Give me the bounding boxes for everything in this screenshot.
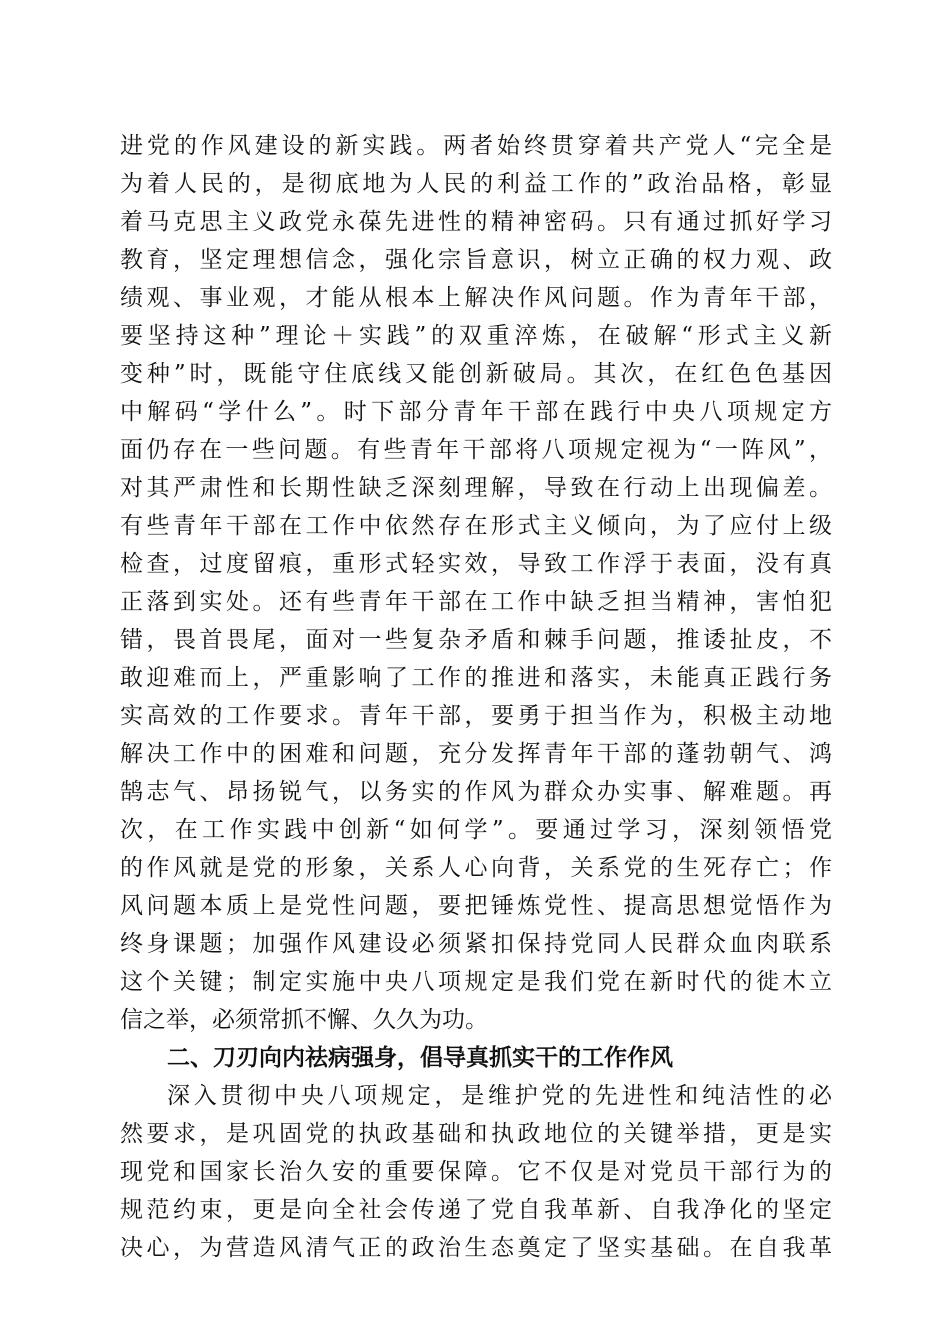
paragraph-1-line-11: 有些青年干部在工作中依然存在形式主义倾向，为了应付上级 xyxy=(120,513,832,539)
paragraph-1-line-6: 要坚持这种”理论＋实践”的双重淬炼，在破解“形式主义新 xyxy=(120,323,832,349)
paragraph-1-line-19: 次，在工作实践中创新“如何学”。要通过学习，深刻领悟党 xyxy=(120,817,832,843)
paragraph-1-line-2: 为着人民的，是彻底地为人民的利益工作的”政治品格，彰显 xyxy=(120,171,832,197)
paragraph-1-line-10: 对其严肃性和长期性缺乏深刻理解，导致在行动上出现偏差。 xyxy=(120,475,832,501)
paragraph-1-line-20: 的作风就是党的形象，关系人心向背，关系党的生死存亡；作 xyxy=(120,855,832,881)
paragraph-1-line-24: 信之举，必须常抓不懈、久久为功。 xyxy=(120,1007,488,1033)
paragraph-2-line-5: 决心，为营造风清气正的政治生态奠定了坚实基础。在自我革 xyxy=(120,1235,832,1261)
paragraph-1-line-22: 终身课题；加强作风建设必须紧扣保持党同人民群众血肉联系 xyxy=(120,931,832,957)
paragraph-1-line-14: 错，畏首畏尾，面对一些复杂矛盾和棘手问题，推诿扯皮，不 xyxy=(120,627,832,653)
paragraph-2-line-1: 深入贯彻中央八项规定，是维护党的先进性和纯洁性的必 xyxy=(167,1083,832,1109)
paragraph-1-line-8: 中解码“学什么”。时下部分青年干部在践行中央八项规定方 xyxy=(120,399,832,425)
paragraph-1-line-21: 风问题本质上是党性问题，要把锤炼党性、提高思想觉悟作为 xyxy=(120,893,832,919)
paragraph-2-line-4: 规范约束，更是向全社会传递了党自我革新、自我净化的坚定 xyxy=(120,1197,832,1223)
paragraph-2-line-3: 现党和国家长治久安的重要保障。它不仅是对党员干部行为的 xyxy=(120,1159,832,1185)
paragraph-1-line-13: 正落到实处。还有些青年干部在工作中缺乏担当精神，害怕犯 xyxy=(120,589,832,615)
section-heading: 二、刀刃向内祛病强身，倡导真抓实干的工作作风 xyxy=(167,1045,673,1071)
paragraph-1-line-4: 教育，坚定理想信念，强化宗旨意识，树立正确的权力观、政 xyxy=(120,247,832,273)
paragraph-1-line-7: 变种”时，既能守住底线又能创新破局。其次，在红色色基因 xyxy=(120,361,832,387)
paragraph-1-line-17: 解决工作中的困难和问题，充分发挥青年干部的蓬勃朝气、鸿 xyxy=(120,741,832,767)
paragraph-1-line-15: 敢迎难而上，严重影响了工作的推进和落实，未能真正践行务 xyxy=(120,665,832,691)
paragraph-1-line-16: 实高效的工作要求。青年干部，要勇于担当作为，积极主动地 xyxy=(120,703,832,729)
paragraph-1-line-9: 面仍存在一些问题。有些青年干部将八项规定视为“一阵风”， xyxy=(120,437,832,463)
paragraph-1-line-12: 检查，过度留痕，重形式轻实效，导致工作浮于表面，没有真 xyxy=(120,551,832,577)
paragraph-1-line-18: 鹄志气、昂扬锐气，以务实的作风为群众办实事、解难题。再 xyxy=(120,779,832,805)
paragraph-1-line-23: 这个关键；制定实施中央八项规定是我们党在新时代的徙木立 xyxy=(120,969,832,995)
paragraph-1-line-3: 着马克思主义政党永葆先进性的精神密码。只有通过抓好学习 xyxy=(120,209,832,235)
paragraph-1-line-5: 绩观、事业观，才能从根本上解决作风问题。作为青年干部， xyxy=(120,285,832,311)
paragraph-1-line-1: 进党的作风建设的新实践。两者始终贯穿着共产党人“完全是 xyxy=(120,133,832,159)
paragraph-2-line-2: 然要求，是巩固党的执政基础和执政地位的关键举措，更是实 xyxy=(120,1121,832,1147)
